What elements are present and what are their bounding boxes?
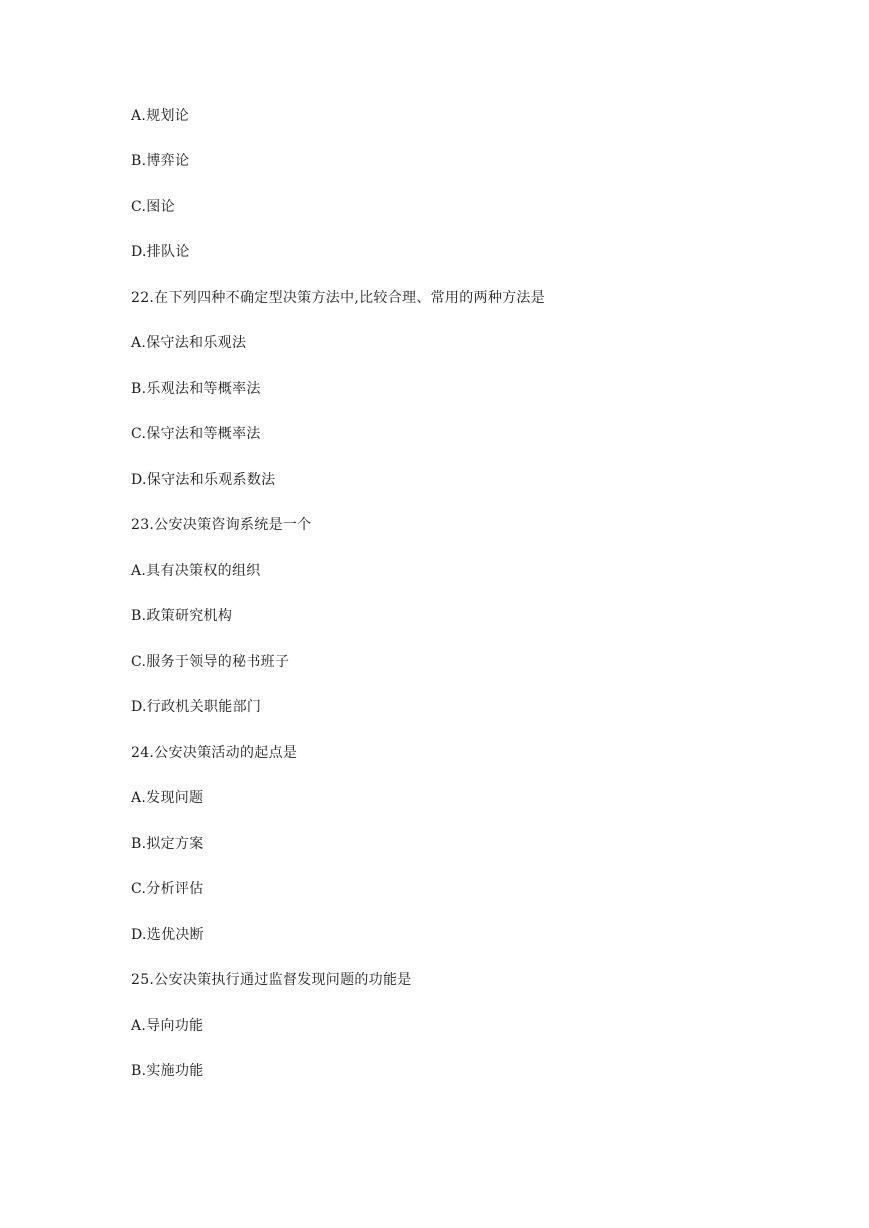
option-a-q25: A.导向功能: [131, 1018, 204, 1034]
option-d-q21: D.排队论: [131, 244, 190, 260]
option-b-q23: B.政策研究机构: [131, 608, 233, 624]
option-a-q21: A.规划论: [131, 108, 190, 124]
option-b-q22: B.乐观法和等概率法: [131, 381, 261, 397]
option-c-q23: C.服务于领导的秘书班子: [131, 654, 290, 670]
option-a-q23: A.具有决策权的组织: [131, 563, 261, 579]
option-d-q24: D.选优决断: [131, 927, 204, 943]
option-a-q22: A.保守法和乐观法: [131, 335, 247, 351]
option-a-q24: A.发现问题: [131, 790, 204, 806]
option-b-q25: B.实施功能: [131, 1063, 204, 1079]
option-b-q24: B.拟定方案: [131, 836, 204, 852]
question-23: 23.公安决策咨询系统是一个: [131, 517, 312, 533]
option-c-q24: C.分析评估: [131, 881, 204, 897]
question-24: 24.公安决策活动的起点是: [131, 745, 298, 761]
option-d-q23: D.行政机关职能部门: [131, 699, 262, 715]
question-22: 22.在下列四种不确定型决策方法中,比较合理、常用的两种方法是: [131, 290, 546, 306]
option-d-q22: D.保守法和乐观系数法: [131, 472, 276, 488]
question-25: 25.公安决策执行通过监督发现问题的功能是: [131, 972, 412, 988]
option-c-q22: C.保守法和等概率法: [131, 426, 261, 442]
option-c-q21: C.图论: [131, 199, 175, 215]
option-b-q21: B.博弈论: [131, 153, 190, 169]
